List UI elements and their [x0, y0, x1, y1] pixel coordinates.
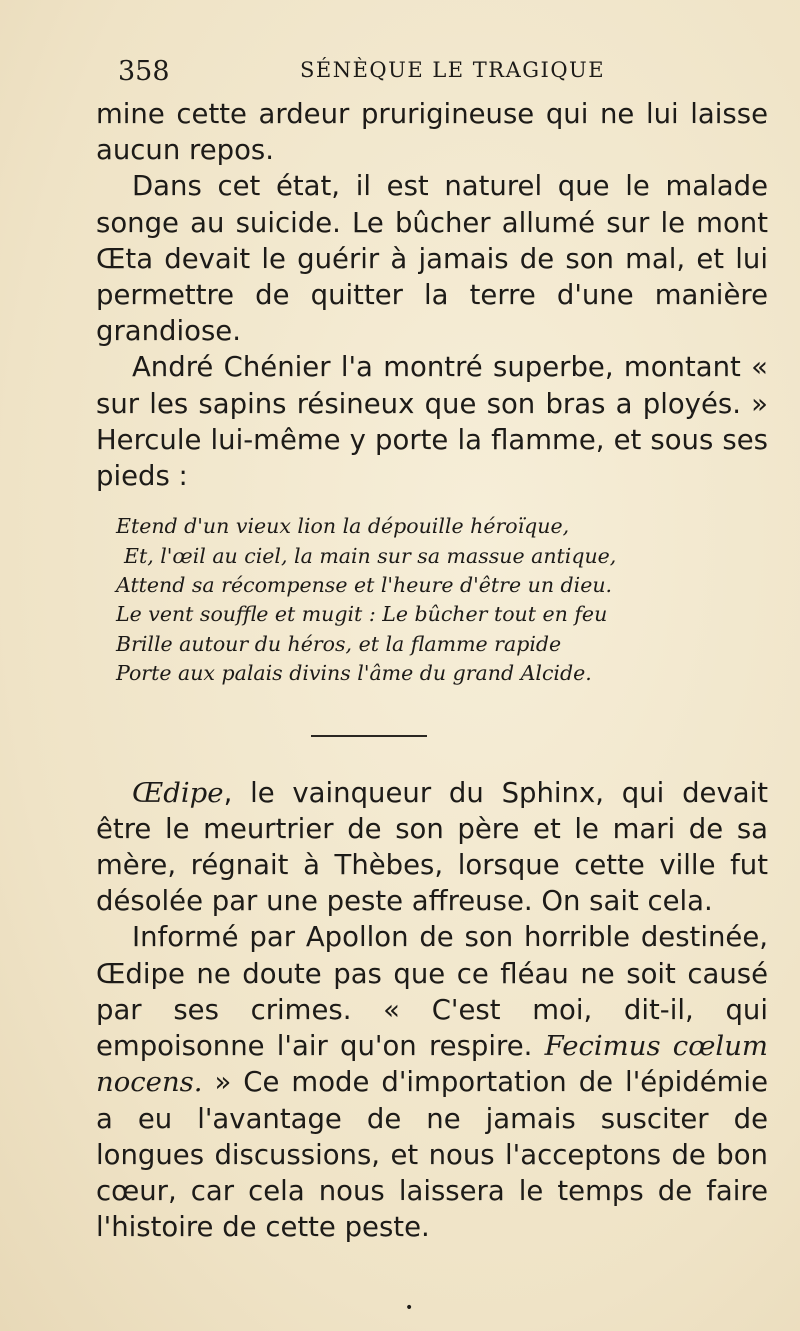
verse-line: Porte aux palais divins l'âme du grand Alcide. [116, 661, 592, 686]
paragraph-continuation: mine cette ardeur prurigineuse qui ne lui laisse aucun repos. [96, 98, 768, 167]
page-header [118, 56, 758, 92]
section-oedipe [96, 775, 768, 1246]
verse-line: Et, l'œil au ciel, la main sur sa massue antique, [124, 543, 617, 568]
paragraph-apollon-end: » Ce mode d'importation de l'épidémie a eu l'avantage de ne jamais susciter de longues discussions, et nous l'acceptons de bon cœur, car cela nous laissera le temps de faire l'histoire de cette peste. [96, 1066, 768, 1244]
page-body [96, 96, 768, 1245]
paragraph-suicide: Dans cet état, il est naturel que le malade songe au suicide. Le bûcher allumé sur le mont Œta devait le guérir à jamais de son mal, et lui permettre de quitter la terre d'une manière grandiose. [96, 170, 768, 348]
section-divider [311, 735, 427, 737]
verse-line: Le vent souffle et mugit : Le bûcher tout en feu [116, 602, 608, 627]
paragraph-apollon-start: Informé par Apollon de son horrible destinée, Œdipe ne doute pas que ce fléau ne soit causé par ses crimes. « C'est moi, dit-il, qui empoisonne l'air qu'on respire. [96, 921, 768, 1063]
page-number: 358 [118, 56, 170, 87]
verse-line: Etend d'un vieux lion la dépouille héroïque, [116, 514, 570, 539]
verse-quotation [116, 512, 768, 688]
play-title-oedipe: Œdipe [132, 776, 224, 809]
paragraph-oedipe [96, 775, 768, 920]
latin-quote: Fecimus cœlum nocens. [96, 1030, 768, 1099]
verse-line: Brille autour du héros, et la flamme rapide [116, 631, 562, 656]
paragraph-chenier: André Chénier l'a montré superbe, montant « sur les sapins résineux que son bras a ployés. » Hercule lui-même y porte la flamme, et sous ses pieds : [96, 351, 768, 493]
paragraph-oedipe-text: , le vainqueur du Sphinx, qui devait être le meurtrier de son père et le mari de sa mère, régnait à Thèbes, lorsque cette ville fut désolée par une peste affreuse. On sait cela. [96, 776, 768, 918]
paragraph-apollon [96, 919, 768, 1245]
verse-line: Attend sa récompense et l'heure d'être un dieu. [116, 573, 613, 598]
running-title: SÉNÈQUE LE TRAGIQUE [300, 58, 606, 82]
footer-mark: • [405, 1300, 414, 1316]
